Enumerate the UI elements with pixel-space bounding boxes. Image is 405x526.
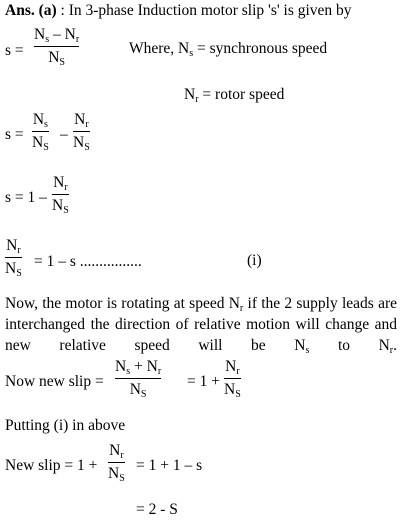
rotor-definition: $N_r$ = rotor speed [184, 86, 285, 105]
eq1-denominator: $N_S$ [48, 48, 65, 68]
eq2-fraction-1-bar [32, 131, 49, 132]
eq2-fraction-2: $N_r$ $N_S$ [73, 111, 90, 153]
eq2-minus: – [60, 126, 68, 143]
eq1-lhs: s = [5, 42, 24, 59]
eq1-numerator: $N_s - N_r$ [34, 26, 80, 45]
eq2-fraction-1: $N_s$ $N_S$ [32, 111, 49, 153]
eq4-rhs: = 1 – s ................ [34, 253, 142, 270]
eq4-fraction: $N_r$ $N_S$ [5, 237, 22, 279]
where-definition: Where, $N_s$ = synchronous speed [129, 40, 328, 59]
eq4-tag: (i) [247, 252, 262, 269]
eq1-fraction [34, 26, 80, 68]
eq6-fraction-bar [108, 462, 125, 463]
eq4-fraction-bar [5, 257, 22, 258]
explanation-paragraph: Now, the motor is rotating at speed $N_r$ if the 2 supply leads are interchanged the direction of relative motion will change and new relative speed will be $N_s$ to $N_r$. [5, 295, 398, 356]
eq6-rhs: = 1 + 1 – s [136, 457, 203, 474]
intro-line [5, 3, 352, 19]
eq2-fraction-2-bar [73, 131, 90, 132]
eq5-lhs: Now new slip = [5, 373, 104, 390]
eq5-fraction-1: $N_s + N_r$ $N_S$ [115, 358, 162, 400]
eq5-fraction-2-bar [224, 378, 241, 379]
eq5-fraction-1-bar [115, 378, 161, 379]
eq3-fraction-bar [52, 194, 69, 195]
eq2-lhs: s = [5, 126, 24, 143]
eq3-fraction: $N_r$ $N_S$ [52, 174, 69, 216]
intro-text: : In 3-phase Induction motor slip 's' is given by [56, 2, 352, 19]
eq6-fraction: $N_r$ $N_S$ [108, 442, 125, 484]
eq5-mid: = 1 + [187, 373, 220, 390]
eq3-lhs: s = 1 – [5, 189, 47, 206]
eq5-fraction-2: $N_r$ $N_S$ [224, 358, 241, 400]
putting-line: Putting (i) in above [5, 417, 126, 434]
eq7-result: = 2 - S [136, 501, 178, 518]
eq1-fraction-bar [34, 46, 79, 47]
answer-label: Ans. (a) [5, 2, 57, 19]
eq6-lhs: New slip = 1 + [5, 457, 98, 474]
